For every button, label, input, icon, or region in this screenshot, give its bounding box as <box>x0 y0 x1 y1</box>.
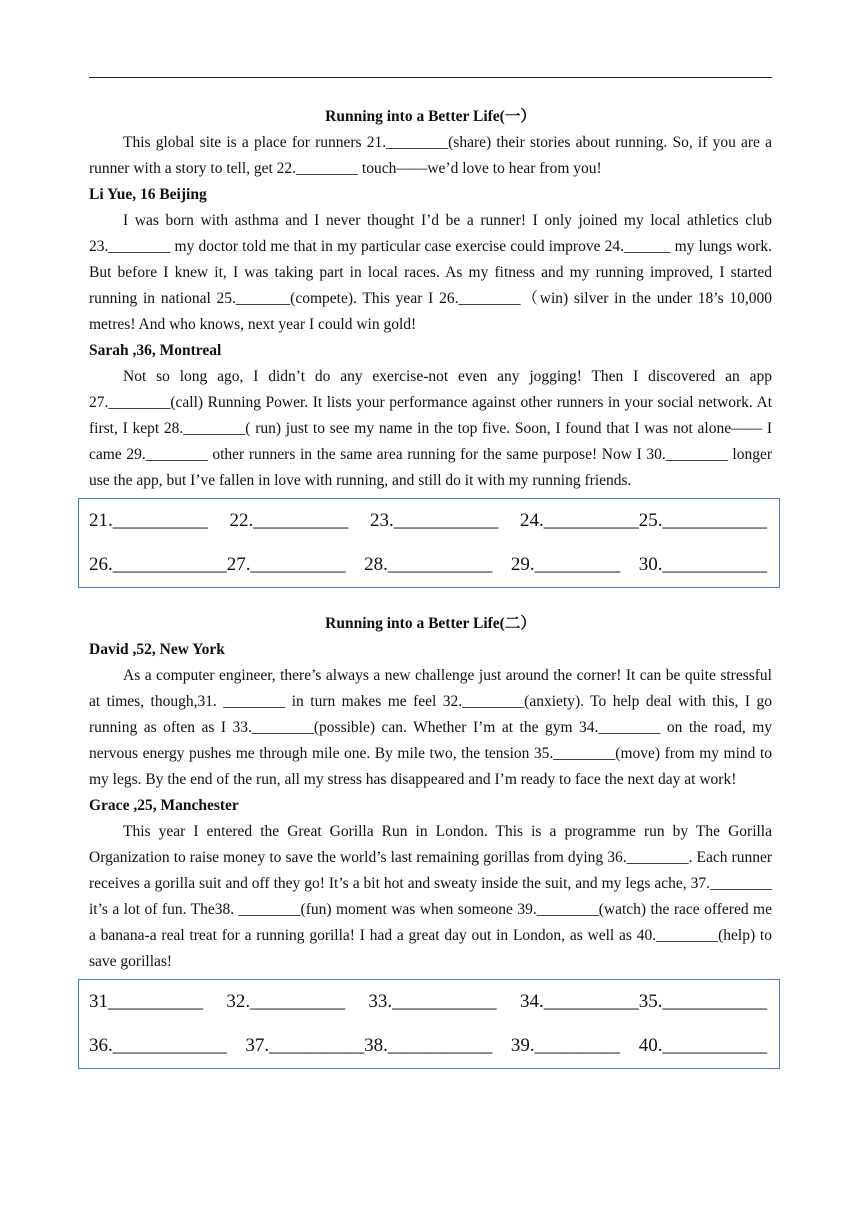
answer-blank[interactable]: 37.__________38.___________ <box>245 1035 493 1056</box>
answer-row <box>79 1024 779 1068</box>
answer-blank[interactable]: 26.____________27.__________ <box>89 554 346 575</box>
author-li-yue: Li Yue, 16 Beijing <box>89 186 207 203</box>
answer-blank[interactable]: 40.___________ <box>638 1035 767 1056</box>
section-2-title: Running into a Better Life(二） <box>325 615 536 632</box>
section-1-title: Running into a Better Life(一） <box>325 108 536 125</box>
story-david: As a computer engineer, there’s always a new challenge just around the corner! It can be quite stressful at times, though,31. ________ in turn makes me feel 32.________(anxiety). To help deal with this, I go running as often as I 33.________(possible) can. Whether I’m at the gym 34.________ on the road, my nervous energy pushes me through mile one. By mile two, the tension 35.________(move) from my mind to my legs. By the end of the run, all my stress has disappeared and I’m ready to face the next day at work! <box>89 667 772 788</box>
answer-box-1 <box>78 498 780 588</box>
answer-row <box>79 499 779 543</box>
section-1-intro: This global site is a place for runners 21.________(share) their stories about running. So, if you are a runner with a story to tell, get 22.________ touch——we’d love to hear from you! <box>89 134 772 177</box>
answer-blank[interactable]: 31__________ <box>89 991 203 1012</box>
answer-blank[interactable]: 33.___________ <box>368 991 497 1012</box>
answer-blank[interactable]: 23.___________ <box>370 510 499 531</box>
answer-row <box>79 980 779 1024</box>
document-page <box>89 104 772 1069</box>
answer-blank[interactable]: 21.__________ <box>89 510 208 531</box>
answer-blank[interactable]: 34.__________35.___________ <box>519 991 767 1012</box>
answer-blank[interactable]: 29._________ <box>510 554 621 575</box>
answer-row <box>79 543 779 587</box>
author-sarah: Sarah ,36, Montreal <box>89 342 222 359</box>
answer-blank[interactable]: 30.___________ <box>638 554 767 575</box>
answer-blank[interactable]: 24.__________25.___________ <box>520 510 767 531</box>
story-sarah: Not so long ago, I didn’t do any exercise-not even any jogging! Then I discovered an app 27.________(call) Running Power. It lists your performance against other runners in your social network. At first, I kept 28.________( run) just to see my name in the top five. Soon, I found that I was not alone—— I came 29.________ other runners in the same area running for the same purpose! Now I 30.________ longer use the app, but I’ve fallen in love with running, and still do it with my running friends. <box>89 368 772 489</box>
answer-blank[interactable]: 36.____________ <box>89 1035 227 1056</box>
answer-blank[interactable]: 32.__________ <box>226 991 346 1012</box>
story-grace: This year I entered the Great Gorilla Run in London. This is a programme run by The Gorilla Organization to raise money to save the world’s last remaining gorillas from dying 36.________. Each runner receives a gorilla suit and off they go! It’s a bit hot and sweaty inside the suit, and my legs ache, 37.________ it’s a lot of fun. The38. ________(fun) moment was when someone 39.________(watch) the race offered me a banana-a real treat for a running gorilla! I had a great day out in London, as well as 40.________(help) to save gorillas! <box>89 823 772 970</box>
author-david: David ,52, New York <box>89 641 225 658</box>
answer-blank[interactable]: 28.___________ <box>364 554 493 575</box>
answer-box-2 <box>78 979 780 1069</box>
answer-blank[interactable]: 22.__________ <box>229 510 349 531</box>
author-grace: Grace ,25, Manchester <box>89 797 239 814</box>
header-rule <box>89 77 772 78</box>
story-li-yue: I was born with asthma and I never thought I’d be a runner! I only joined my local athletics club 23.________ my doctor told me that in my particular case exercise could improve 24.______ my lungs work. But before I knew it, I was taking part in local races. As my fitness and my running improved, I started running in national 25._______(compete). This year I 26.________（win) silver in the under 18’s 10,000 metres! And who knows, next year I could win gold! <box>89 212 772 333</box>
answer-blank[interactable]: 39._________ <box>510 1035 621 1056</box>
